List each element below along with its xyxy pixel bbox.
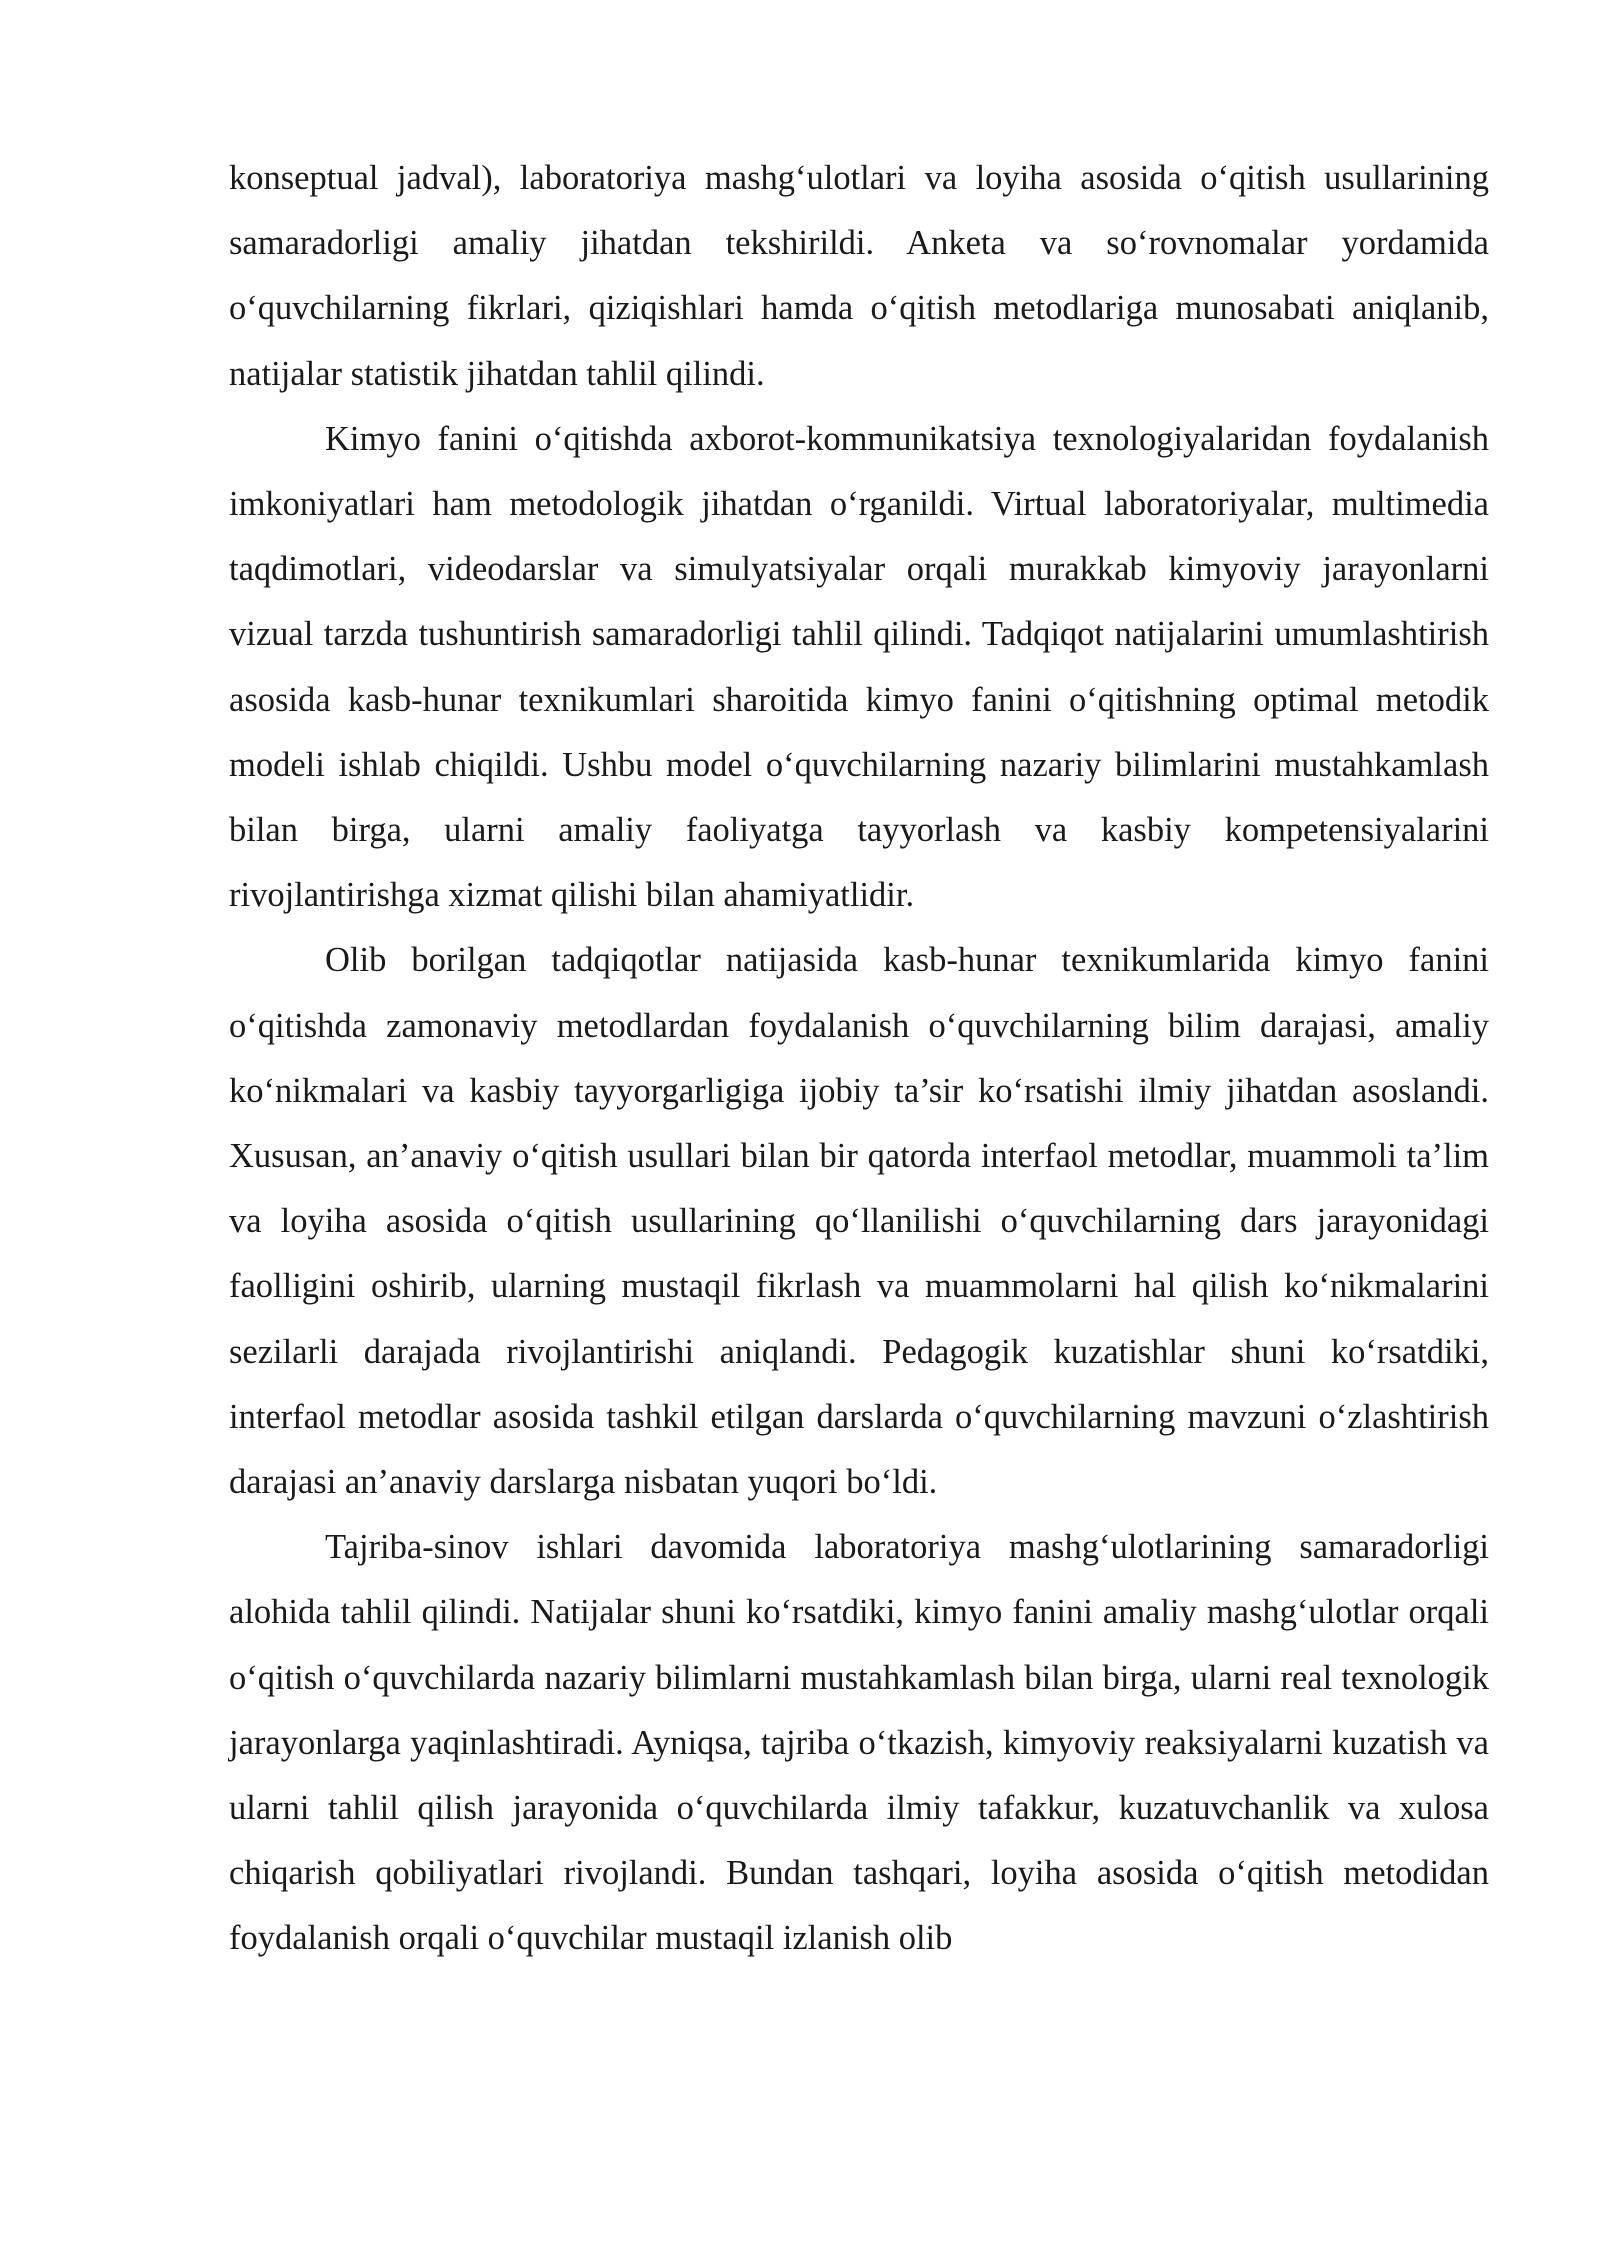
- paragraph-3: Olib borilgan tadqiqotlar natijasida kasb-hunar texnikumlarida kimyo fanini o‘qitishda zamonaviy metodlardan foydalanish o‘quvchilarning bilim darajasi, amaliy ko‘nikmalari va kasbiy tayyorgarligiga ijobiy ta’sir ko‘rsatishi ilmiy jihatdan asoslandi. Xususan, an’anaviy o‘qitish usullari bilan bir qatorda interfaol metodlar, muammoli ta’lim va loyiha asosida o‘qitish usullarining qo‘llanilishi o‘quvchilarning dars jarayonidagi faolligini oshirib, ularning mustaqil fikrlash va muammolarni hal qilish ko‘nikmalarini sezilarli darajada rivojlantirishi aniqlandi. Pedagogik kuzatishlar shuni ko‘rsatdiki, interfaol metodlar asosida tashkil etilgan darslarda o‘quvchilarning mavzuni o‘zlashtirish darajasi an’anaviy darslarga nisbatan yuqori bo‘ldi.: [229, 941, 1489, 1502]
- paragraph-4: Tajriba-sinov ishlari davomida laboratoriya mashg‘ulotlarining samaradorligi alohida tahlil qilindi. Natijalar shuni ko‘rsatdiki, kimyo fanini amaliy mashg‘ulotlar orqali o‘qitish o‘quvchilarda nazariy bilimlarni mustahkamlash bilan birga, ularni real texnologik jarayonlarga yaqinlashtiradi. Ayniqsa, tajriba o‘tkazish, kimyoviy reaksiyalarni kuzatish va ularni tahlil qilish jarayonida o‘quvchilarda ilmiy tafakkur, kuzatuvchanlik va xulosa chiqarish qobiliyatlari rivojlandi. Bundan tashqari, loyiha asosida o‘qitish metodidan foydalanish orqali o‘quvchilar mustaqil izlanish olib: [229, 1528, 1489, 1958]
- paragraph-2: Kimyo fanini o‘qitishda axborot-kommunikatsiya texnologiyalaridan foydalanish imkoniyatlari ham metodologik jihatdan o‘rganildi. Virtual laboratoriyalar, multimedia taqdimotlari, videodarslar va simulyatsiyalar orqali murakkab kimyoviy jarayonlarni vizual tarzda tushuntirish samaradorligi tahlil qilindi. Tadqiqot natijalarini umumlashtirish asosida kasb-hunar texnikumlari sharoitida kimyo fanini o‘qitishning optimal metodik modeli ishlab chiqildi. Ushbu model o‘quvchilarning nazariy bilimlarini mustahkamlash bilan birga, ularni amaliy faoliyatga tayyorlash va kasbiy kompetensiyalarini rivojlantirishga xizmat qilishi bilan ahamiyatlidir.: [229, 419, 1489, 915]
- body-text: [229, 146, 1489, 1972]
- paragraph-1: konseptual jadval), laboratoriya mashg‘ulotlari va loyiha asosida o‘qitish usullarining samaradorligi amaliy jihatdan tekshirildi. Anketa va so‘rovnomalar yordamida o‘quvchilarning fikrlari, qiziqishlari hamda o‘qitish metodlariga munosabati aniqlanib, natijalar statistik jihatdan tahlil qilindi.: [229, 159, 1489, 393]
